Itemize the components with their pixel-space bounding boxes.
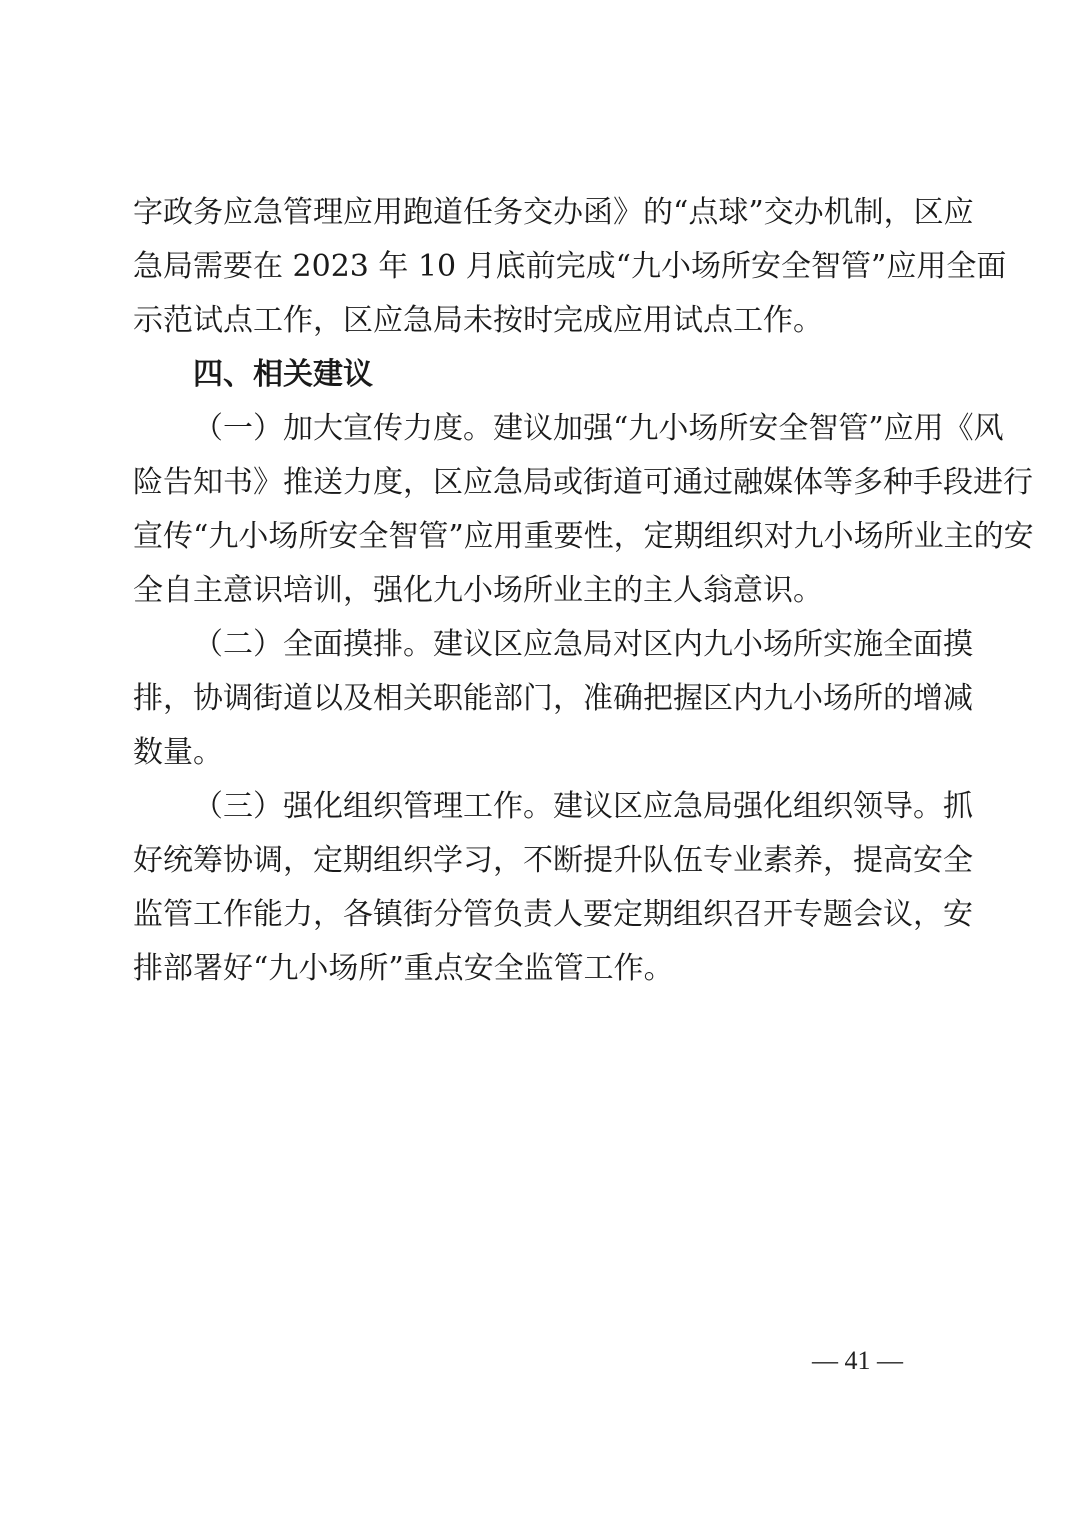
text-line: 全自主意识培训，强化九小场所业主的主人翁意识。 — [133, 573, 823, 608]
text-line: 数量。 — [133, 735, 223, 770]
section-heading: 四、相关建议 — [193, 357, 373, 392]
text-line: 监管工作能力，各镇街分管负责人要定期组织召开专题会议，安 — [133, 897, 973, 932]
text-line: （三）强化组织管理工作。建议区应急局强化组织领导。抓 — [193, 789, 973, 824]
text-line: （二）全面摸排。建议区应急局对区内九小场所实施全面摸 — [193, 627, 973, 662]
page-number: — 41 — — [812, 1346, 903, 1375]
text-line: 好统筹协调，定期组织学习，不断提升队伍专业素养，提高安全 — [133, 843, 973, 878]
document-body — [133, 186, 1034, 996]
text-line: 排部署好“九小场所”重点安全监管工作。 — [133, 951, 674, 986]
text-line: （一）加大宣传力度。建议加强“九小场所安全智管”应用《风 — [193, 411, 1004, 446]
text-line: 急局需要在 2023 年 10 月底前完成“九小场所安全智管”应用全面 — [133, 249, 1007, 284]
text-line: 险告知书》推送力度，区应急局或街道可通过融媒体等多种手段进行 — [133, 465, 1033, 500]
text-line: 排，协调街道以及相关职能部门，准确把握区内九小场所的增减 — [133, 681, 973, 716]
text-line: 示范试点工作，区应急局未按时完成应用试点工作。 — [133, 303, 823, 338]
text-line: 字政务应急管理应用跑道任务交办函》的“点球”交办机制，区应 — [133, 195, 974, 230]
text-line: 宣传“九小场所安全智管”应用重要性，定期组织对九小场所业主的安 — [133, 519, 1034, 554]
